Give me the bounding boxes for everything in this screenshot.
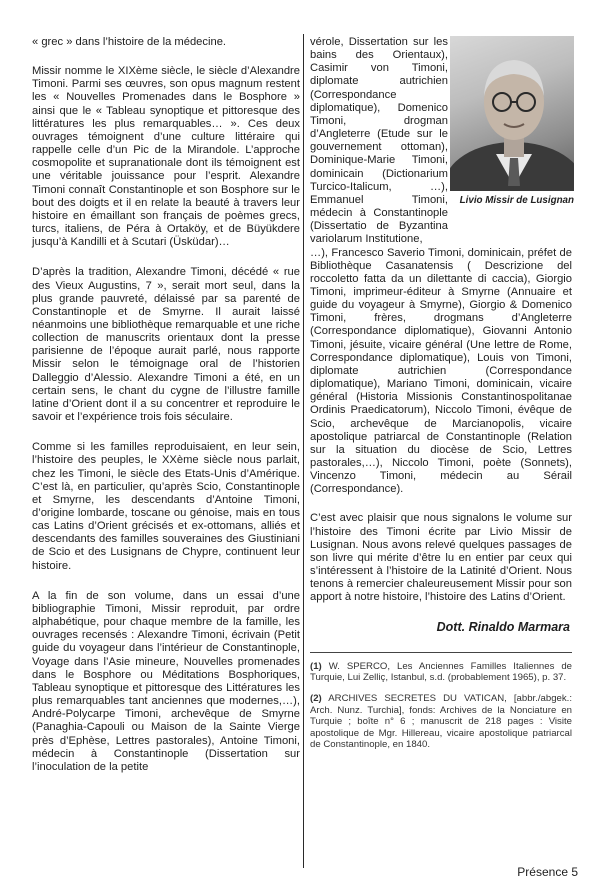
footnote xyxy=(310,693,572,751)
paragraph: Missir nomme le XIXème siècle, le siècle d’Alexandre Timoni. Parmi ses œuvres, son opus magnum restent les « Nouvelles Promenades dans le Bosphore » ainsi que le « Tableau synoptique et pittoresque des littératures les plus remarquables… ». Ces deux ouvrages témoignent d’une culture littéraire qui rappelle celle d’un Pic de la Mirandole. L’approche cosmopolite et supranationale dont ils témoignent est une véritable jouissance pour l’esprit. Alexandre Timoni connaît Constantinople et son Bosphore sur le bout des doigts et il en relate la beauté à travers leur histoire en émaillant son français de poèmes grecs, turcs, italiens, de Péra à Ortaköy, et de Büyükdere jusqu’à Kandilli et à Scutari (Üsküdar)… xyxy=(32,65,300,249)
paragraph: A la fin de son volume, dans un essai d’une bibliographie Timoni, Missir reproduit, par ordre alphabétique, pour chaque membre de la famille, les ouvrages recensés : Alexandre Timoni, écrivain (Petit guide du voyageur dans l’intérieur de Constantinople, Voyage dans l’Asie mineure, Nouvelles promenades dans le Bosphore ou Méditations Bosphoriques, Tableau synoptique et pittoresque des Littératures les plus remarquables tant anciennes que modernes,…), André-Polycarpe Timoni, archevêque de Smyrne (Panaghia-Capouli ou Maison de la Sainte Vierge près d’Ephèse, Lettres pastorales), Antoine Timoni, médecin à Constantinople (Dissertation sur l’inoculation de la petite xyxy=(32,589,300,773)
footnote-text: W. SPERCO, Les Anciennes Familles Italiennes de Turquie, Lui Zelliç, Istanbul, s.d. (probablement 1965), p. 37. xyxy=(310,660,573,684)
footnote xyxy=(310,661,572,684)
closing-paragraph: C’est avec plaisir que nous signalons le volume sur l’histoire des Timoni écrite par Livio Missir de Lusignan. Nous avons relevé quelques passages de son livre qui mérite d’être lu en entier par ceux qui s’intéressent à l’histoire de la Latinité d’Orient. Nous tenons à remercier chaleureusement Missir pour son apport à notre histoire, l’histoire des Latins d’Orient. xyxy=(310,512,572,604)
paragraph: « grec » dans l’histoire de la médecine. xyxy=(32,36,227,48)
author-signature: Dott. Rinaldo Marmara xyxy=(436,619,570,634)
paragraph: Comme si les familles reproduisaient, en leur sein, l’histoire des peuples, le XXème siècle nous parlait, chez les Timoni, le siècle des Etats-Unis d’Amérique. C’est là, en particulier, qu’après Scio, Constantinople et Smyrne, les descendants d’Antoine Timoni, d’origine lombarde, toscane ou génoise, mais en tous cas Latins d’Orient grécisés et ex-ottomans, alliés et descendants des familles souveraines des Giustiniani de Scio et des Lusignans de Chypre, continuent leur histoire. xyxy=(32,441,300,572)
footnote-text: ARCHIVES SECRETES DU VATICAN, [abbr./abgek.: Arch. Nunz. Turchia], fonds: Archives de la Nonciature en Turquie ; boîte n° 6 ; manuscrit de 218 pages : Visite apostolique de Mgr. Hillereau, vicaire apostolique patriarcal de Constantinople, en 1840. xyxy=(310,692,572,751)
footnote-divider xyxy=(310,652,572,653)
left-column xyxy=(32,36,300,791)
right-column xyxy=(310,36,572,760)
photo-caption: Livio Missir de Lusignan xyxy=(459,195,574,206)
footnote-number: (1) xyxy=(310,660,322,672)
column-divider xyxy=(303,34,304,868)
page-footer: Présence 5 xyxy=(517,865,578,879)
paragraph: D’après la tradition, Alexandre Timoni, décédé « rue des Vieux Augustins, 7 », serait mort seul, dans la plus grande pauvreté, délaissé par sa parenté de Constantinople et de Smyrne. Il aurait laissé néanmoins une bibliothèque remarquable et une riche collection de manuscrits orientaux dont la presse parisienne de l’époque aurait parlé, nous rapporte Missir selon le témoignage oral de l’historien Dalleggio d’Alessio. Alexandre Timoni a été, en un certain sens, le chant du cygne de l’illustre famille latine d’Orient dont il a su concentrer et reproduire le savoir et l’expérience trois fois séculaire. xyxy=(32,266,300,424)
paragraph-continued: …), Francesco Saverio Timoni, dominicain, préfet de Bibliothèque Casanatensis ( Descrizione del roccoletto fatta da un dilettante di caccia), Giorgio Timoni, imprimeur-éditeur à Smyrne (Annuaire et guide du voyageur à Smyrne), Giorgio & Domenico Timoni, frères, drogmans d’Angleterre (Correspondance diplomatique), Giovanni Antonio Timoni, jésuite, vicaire général (Une lettre de Rome, Correspondance diplomatique), Louis von Timoni, diplomate autrichien (Correspondance diplomatique), Mariano Timoni, dominicain, vicaire général (Historia Missionis Constantinospolitanae Ordinis Praedicatorum), Niccolo Timoni, évêque de Scio, archevêque de Marcianopolis, vicaire apostolique patriarcal de Constantinople (Relation sur la situation du diocèse de Scio, Lettres pastorales,…), Niccolo Timoni, poète (Sonnets), Vincenzo Timoni, médecin au Sérail (Correspondance). xyxy=(310,246,572,496)
paragraph-wrapped: vérole, Dissertation sur les bains des Orientaux), Casimir von Timoni, diplomate autrichien (Correspondance diplomatique), Domenico Timoni, drogman d’Angleterre (Etude sur le gouvernement ottoman), Dominique-Marie Timoni, dominicain (Dictionarium Turcico-Italicum, …), Emmanuel Timoni, médecin à Constantinople (Dissertatio de Byzantina variolarum Institutione, xyxy=(310,36,448,246)
footnote-number: (2) xyxy=(310,692,322,704)
